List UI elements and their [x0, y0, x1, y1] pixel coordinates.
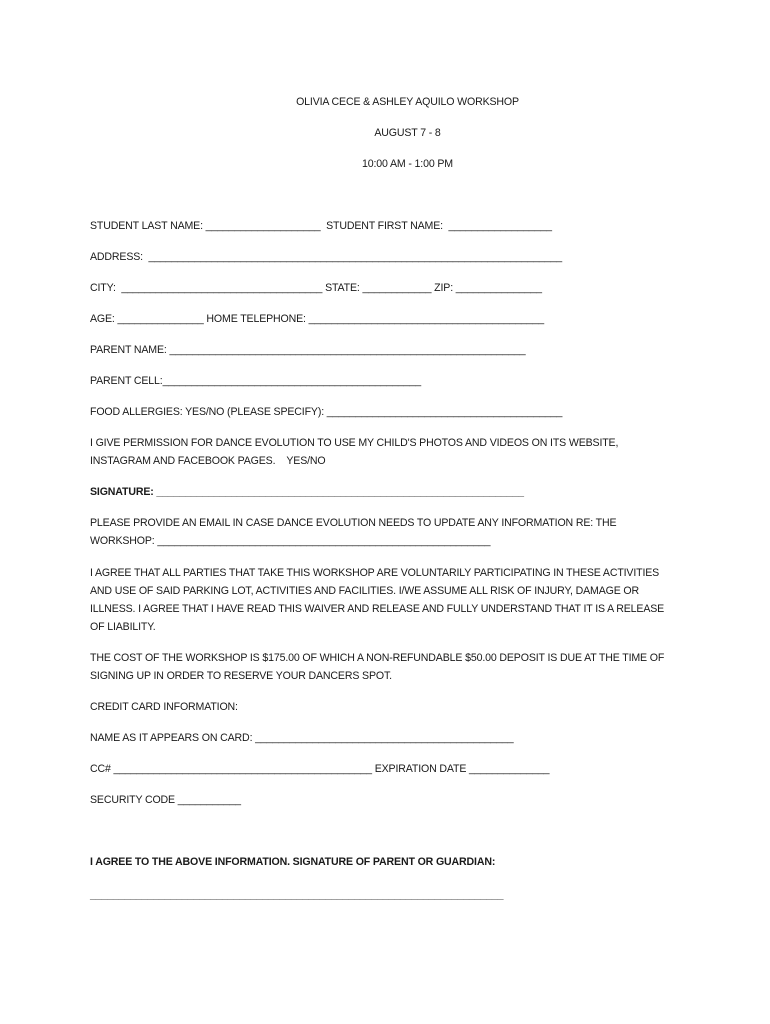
photo-permission-line-1: I GIVE PERMISSION FOR DANCE EVOLUTION TO USE MY CHILD'S PHOTOS AND VIDEOS ON ITS WEBSITE, [90, 437, 619, 449]
parent-name-field: PARENT NAME: ______________________________________________________________ [90, 344, 526, 356]
workshop-dates: AUGUST 7 - 8 [374, 127, 441, 139]
food-allergies-field: FOOD ALLERGIES: YES/NO (PLEASE SPECIFY): _________________________________________ [90, 406, 563, 418]
photo-permission-line-2: INSTAGRAM AND FACEBOOK PAGES. YES/NO [90, 455, 326, 467]
guardian-signature-field: ________________________________________________________________________ [90, 889, 504, 901]
cost-line-2: SIGNING UP IN ORDER TO RESERVE YOUR DANCERS SPOT. [90, 670, 392, 682]
age-telephone-field: AGE: _______________ HOME TELEPHONE: _________________________________________ [90, 313, 545, 325]
signature-field: SIGNATURE: ________________________________________________________________ [90, 486, 524, 498]
waiver-line-4: OF LIABILITY. [90, 621, 156, 633]
credit-card-heading: CREDIT CARD INFORMATION: [90, 701, 238, 713]
agreement-heading: I AGREE TO THE ABOVE INFORMATION. SIGNATURE OF PARENT OR GUARDIAN: [90, 856, 496, 868]
name-on-card-field: NAME AS IT APPEARS ON CARD: _____________________________________________ [90, 732, 514, 744]
workshop-title: OLIVIA CECE & ASHLEY AQUILO WORKSHOP [296, 96, 519, 108]
parent-cell-field: PARENT CELL:_____________________________________________ [90, 375, 421, 387]
student-name-field: STUDENT LAST NAME: ____________________ STUDENT FIRST NAME: __________________ [90, 220, 552, 232]
waiver-line-2: AND USE OF SAID PARKING LOT, ACTIVITIES AND FACILITIES. I/WE ASSUME ALL RISK OF INJURY, DAMAGE OR [90, 585, 640, 597]
email-field: WORKSHOP: __________________________________________________________ [90, 535, 491, 547]
email-request-line-1: PLEASE PROVIDE AN EMAIL IN CASE DANCE EVOLUTION NEEDS TO UPDATE ANY INFORMATION RE: THE [90, 517, 617, 529]
address-field: ADDRESS: ________________________________________________________________________ [90, 251, 562, 263]
security-code-field: SECURITY CODE ___________ [90, 794, 241, 806]
card-number-expiration-field: CC# _____________________________________________ EXPIRATION DATE ______________ [90, 763, 550, 775]
workshop-time: 10:00 AM - 1:00 PM [362, 158, 453, 170]
waiver-line-3: ILLNESS. I AGREE THAT I HAVE READ THIS WAIVER AND RELEASE AND FULLY UNDERSTAND THAT IT IS A RELEASE [90, 603, 665, 615]
cost-line-1: THE COST OF THE WORKSHOP IS $175.00 OF WHICH A NON-REFUNDABLE $50.00 DEPOSIT IS DUE AT THE TIME OF [90, 652, 665, 664]
waiver-line-1: I AGREE THAT ALL PARTIES THAT TAKE THIS WORKSHOP ARE VOLUNTARILY PARTICIPATING IN THESE ACTIVITIES [90, 567, 660, 579]
city-state-zip-field: CITY: ___________________________________ STATE: ____________ ZIP: _______________ [90, 282, 542, 294]
